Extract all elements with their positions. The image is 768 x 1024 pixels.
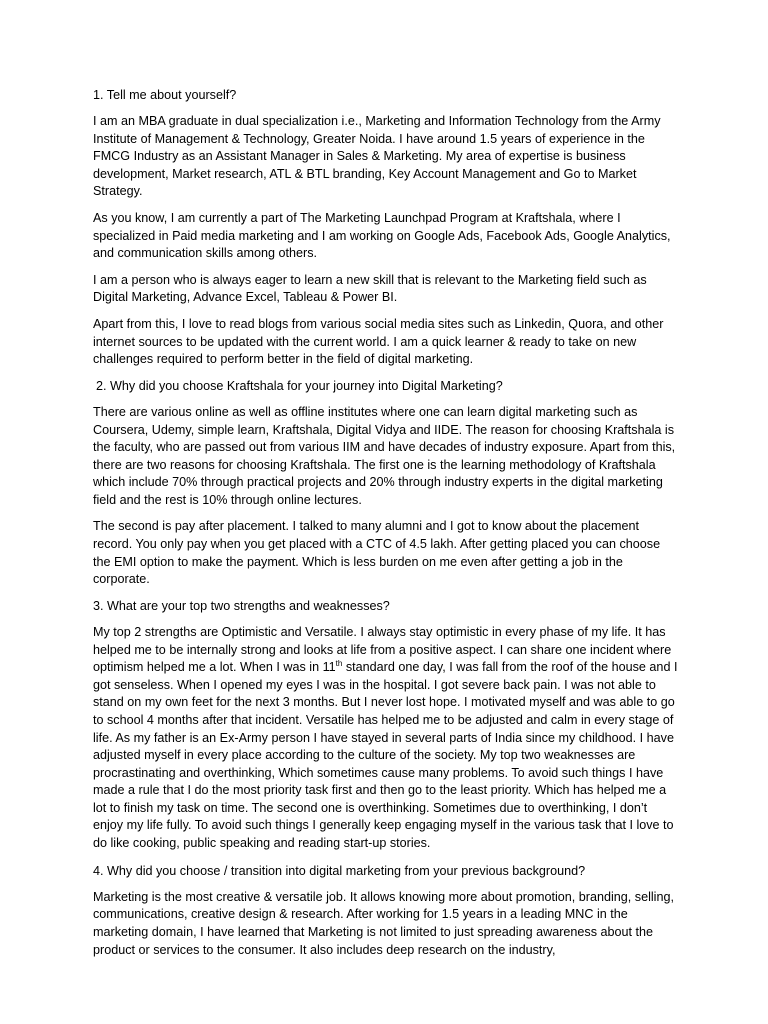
answer-2-paragraph-2: The second is pay after placement. I talked to many alumni and I got to know about the placement record. You only pay when you get placed with a CTC of 4.5 lakh. After getting placed you can choose the EMI option to make the payment. Which is less burden on me even after getting a job in the corporate.: [93, 519, 661, 587]
question-1: 1. Tell me about yourself?: [93, 88, 237, 102]
question-3: 3. What are your top two strengths and weaknesses?: [93, 598, 390, 613]
answer-1-paragraph-1: I am an MBA graduate in dual specialization i.e., Marketing and Information Technology from the Army Institute of Management & Technology, Greater Noida. I have around 1.5 years of experience in the FMCG Industry as an Assistant Manager in Sales & Marketing. My area of expertise is business development, Market research, ATL & BTL branding, Key Account Management and Go to Market Strategy.: [93, 114, 661, 199]
answer-1-paragraph-3: I am a person who is always eager to learn a new skill that is relevant to the Marketing field such as Digital Marketing, Advance Excel, Tableau & Power BI.: [93, 272, 647, 305]
question-2: 2. Why did you choose Kraftshala for your journey into Digital Marketing?: [96, 378, 503, 393]
ordinal-superscript: th: [335, 659, 343, 669]
answer-1-paragraph-4: Apart from this, I love to read blogs from various social media sites such as Linkedin, Quora, and other internet sources to be updated with the current world. I am a quick learner & ready to take on new challenges required to perform better in the field of digital marketing.: [93, 317, 664, 367]
answer-3-text-end: standard one day, I was fall from the roof of the house and I got senseless. When I opened my eyes I was in the hospital. I got severe back pain. I was not able to stand on my own feet for the next 3 months. But I never lost hope. I motivated myself and was able to go to school 4 months after that incident. Versatile has helped me to be adjusted and calm in every stage of life. As my father is an Ex-Army person I have stayed in several parts of India since my childhood. I have adjusted myself in every place according to the culture of the society. My top two weaknesses are procrastinating and overthinking, Which sometimes cause many problems. To avoid such things I have made a rule that I do the most priority task first and then go to the least priority. Which has helped me a lot to finish my task on time. The second one is overthinking. Sometimes due to overthinking, I don’t enjoy my life fully. To avoid such things I generally keep engaging myself in the various task that I love to do like cooking, public speaking and reading start-up stories.: [93, 660, 678, 851]
answer-4-paragraph-1: Marketing is the most creative & versatile job. It allows knowing more about promotion, branding, selling, communications, creative design & research. After working for 1.5 years in a leading MNC in the marketing domain, I have learned that Marketing is not limited to just spreading awareness about the product or services to the consumer. It also includes deep research on the industry,: [93, 889, 674, 957]
question-4: 4. Why did you choose / transition into digital marketing from your previous background?: [93, 863, 586, 878]
answer-3-paragraph-1: [93, 624, 678, 853]
answer-1-paragraph-2: As you know, I am currently a part of The Marketing Launchpad Program at Kraftshala, where I specialized in Paid media marketing and I am working on Google Ads, Facebook Ads, Google Analytics, and communication skills among others.: [93, 211, 671, 261]
answer-2-paragraph-1: There are various online as well as offline institutes where one can learn digital marketing such as Coursera, Udemy, simple learn, Kraftshala, Digital Vidya and IIDE. The reason for choosing Kraftshala is the faculty, who are passed out from various IIM and have decades of industry exposure. Apart from this, there are two reasons for choosing Kraftshala. The first one is the learning methodology of Kraftshala which include 70% through practical projects and 20% through industry experts in the digital marketing field and the rest is 10% through online lectures.: [93, 404, 676, 507]
answer-3-text-start: My top 2 strengths are Optimistic and Versatile. I always stay optimistic in every phase of my life. It has helped me to be internally strong and looks at life from a positive aspect. I can share one incident where optimism helped me a lot. When I was in 11: [93, 624, 672, 675]
